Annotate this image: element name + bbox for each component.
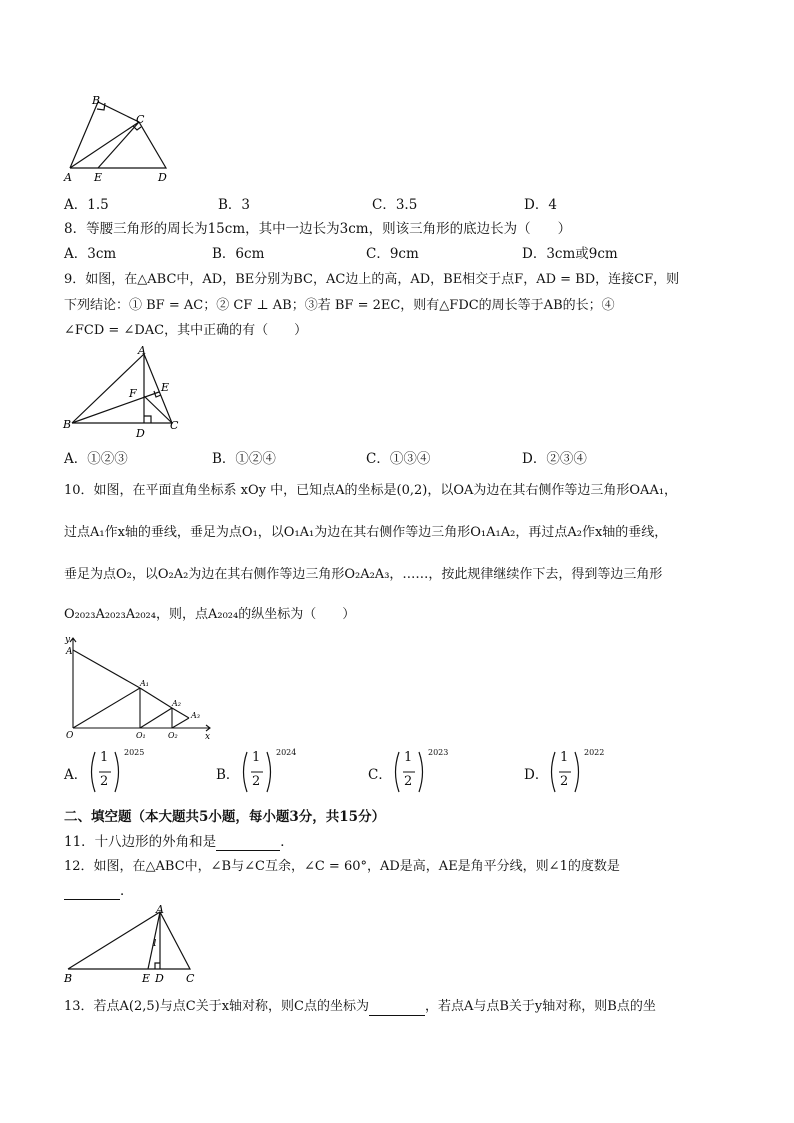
fraction-den: 2 bbox=[100, 774, 109, 789]
q10-option-d[interactable] bbox=[524, 748, 644, 794]
q13-text-2: ，若点A与点B关于y轴对称，则B点的坐 bbox=[424, 999, 656, 1014]
label-F: F bbox=[129, 387, 137, 400]
q7-option-a[interactable]: A．1.5 bbox=[64, 197, 109, 213]
option-label: B． bbox=[216, 767, 240, 783]
label-A3: A₃ bbox=[191, 711, 200, 720]
label-angle-1: 1 bbox=[152, 939, 158, 949]
q10-line-3: 垂足为点O₂，以O₂A₂为边在其右侧作等边三角形O₂A₂A₃，……，按此规律继续作下去，得到等边三角形 bbox=[64, 567, 663, 582]
label-A1: A₁ bbox=[140, 679, 149, 688]
fraction-den: 2 bbox=[252, 774, 261, 789]
label-A: A bbox=[156, 903, 164, 916]
option-label: C． bbox=[368, 767, 392, 783]
label-B: B bbox=[92, 94, 101, 107]
label-C: C bbox=[136, 113, 145, 126]
q8-option-a[interactable]: A．3cm bbox=[64, 246, 117, 262]
q9-line-3: ∠FCD = ∠DAC，其中正确的有（ ） bbox=[64, 323, 308, 338]
exponent: 2022 bbox=[584, 748, 605, 757]
q12-end: ． bbox=[120, 883, 134, 899]
label-B: B bbox=[63, 418, 72, 431]
q7-option-c[interactable]: C．3.5 bbox=[372, 197, 418, 213]
q10-option-c[interactable] bbox=[368, 748, 488, 794]
q7-option-d[interactable]: D．4 bbox=[524, 197, 557, 213]
label-A: A bbox=[66, 647, 73, 657]
label-E: E bbox=[161, 381, 170, 394]
q11-line bbox=[64, 833, 294, 851]
q10-option-b[interactable] bbox=[216, 748, 336, 794]
axis-y-label: y bbox=[65, 635, 71, 645]
q9-line-2: 下列结论：① BF = AC；② CF ⊥ AB；③若 BF = 2EC，则有△FDC的周长等于AB的长；④ bbox=[64, 298, 615, 313]
label-D: D bbox=[136, 427, 145, 440]
q12-line-2 bbox=[64, 882, 134, 900]
exponent: 2024 bbox=[276, 748, 297, 757]
q11-end: ． bbox=[280, 834, 294, 850]
q11-text: 11．十八边形的外角和是 bbox=[64, 834, 217, 850]
q9-option-d[interactable]: D．②③④ bbox=[522, 451, 587, 467]
q10-option-a[interactable] bbox=[64, 748, 184, 794]
label-A2: A₂ bbox=[172, 699, 181, 708]
fraction-num: 1 bbox=[404, 750, 413, 765]
q8-option-c[interactable]: C．9cm bbox=[366, 246, 419, 262]
q10-line-4: O₂₀₂₃A₂₀₂₃A₂₀₂₄，则，点A₂₀₂₄的纵坐标为（ ） bbox=[64, 607, 356, 622]
label-O: O bbox=[66, 731, 74, 740]
label-D: D bbox=[158, 171, 167, 184]
label-A: A bbox=[64, 171, 72, 184]
exponent: 2025 bbox=[124, 748, 145, 757]
q12-answer-blank[interactable] bbox=[64, 885, 120, 900]
label-C: C bbox=[170, 419, 179, 432]
q9-option-b[interactable]: B．①②④ bbox=[212, 451, 276, 467]
q13-text-1: 13．若点A(2,5)与点C关于x轴对称，则C点的坐标为 bbox=[64, 999, 369, 1014]
option-label: D． bbox=[524, 767, 549, 783]
q7-option-b[interactable]: B．3 bbox=[218, 197, 251, 213]
q8-option-b[interactable]: B．6cm bbox=[212, 246, 265, 262]
section-2-heading: 二、填空题（本大题共5小题，每小题3分，共15分） bbox=[64, 809, 386, 825]
label-E: E bbox=[94, 171, 103, 184]
label-D: D bbox=[155, 972, 164, 985]
label-E: E bbox=[142, 972, 151, 985]
q12-line-1: 12．如图，在△ABC中，∠B与∠C互余，∠C = 60°，AD是高，AE是角平分线，则∠1的度数是 bbox=[64, 859, 620, 874]
option-label: A． bbox=[64, 767, 88, 783]
fraction-num: 1 bbox=[252, 750, 261, 765]
q8-option-d[interactable]: D．3cm或9cm bbox=[522, 246, 618, 262]
axis-x-label: x bbox=[205, 732, 211, 740]
q10-figure bbox=[60, 632, 220, 740]
fraction-den: 2 bbox=[404, 774, 413, 789]
exponent: 2023 bbox=[428, 748, 449, 757]
label-C: C bbox=[186, 972, 195, 985]
q10-line-2: 过点A₁作x轴的垂线，垂足为点O₁，以O₁A₁为边在其右侧作等边三角形O₁A₁A₂，再过点A₂作x轴的垂线， bbox=[64, 525, 668, 540]
q13-answer-blank-1[interactable] bbox=[369, 1001, 425, 1016]
label-O1: O₁ bbox=[136, 731, 146, 740]
q13-line bbox=[64, 998, 656, 1016]
q9-option-c[interactable]: C．①③④ bbox=[366, 451, 431, 467]
q9-option-a[interactable]: A．①②③ bbox=[64, 451, 128, 467]
q9-line-1: 9．如图，在△ABC中，AD，BE分别为BC，AC边上的高，AD，BE相交于点F，AD = BD，连接CF，则 bbox=[64, 272, 680, 287]
q12-figure bbox=[60, 902, 200, 988]
label-A: A bbox=[138, 344, 146, 357]
q8-text: 8．等腰三角形的周长为15cm，其中一边长为3cm，则该三角形的底边长为（ ） bbox=[64, 221, 572, 237]
q10-line-1: 10．如图，在平面直角坐标系 xOy 中，已知点A的坐标是(0,2)，以OA为边在其右侧作等边三角形OAA₁， bbox=[64, 483, 678, 498]
q9-figure bbox=[60, 344, 190, 440]
q7-figure bbox=[60, 92, 180, 184]
fraction-den: 2 bbox=[560, 774, 569, 789]
fraction-num: 1 bbox=[560, 750, 569, 765]
label-B: B bbox=[64, 972, 73, 985]
label-O2: O₂ bbox=[168, 731, 178, 740]
fraction-num: 1 bbox=[100, 750, 109, 765]
q11-answer-blank[interactable] bbox=[216, 836, 280, 851]
